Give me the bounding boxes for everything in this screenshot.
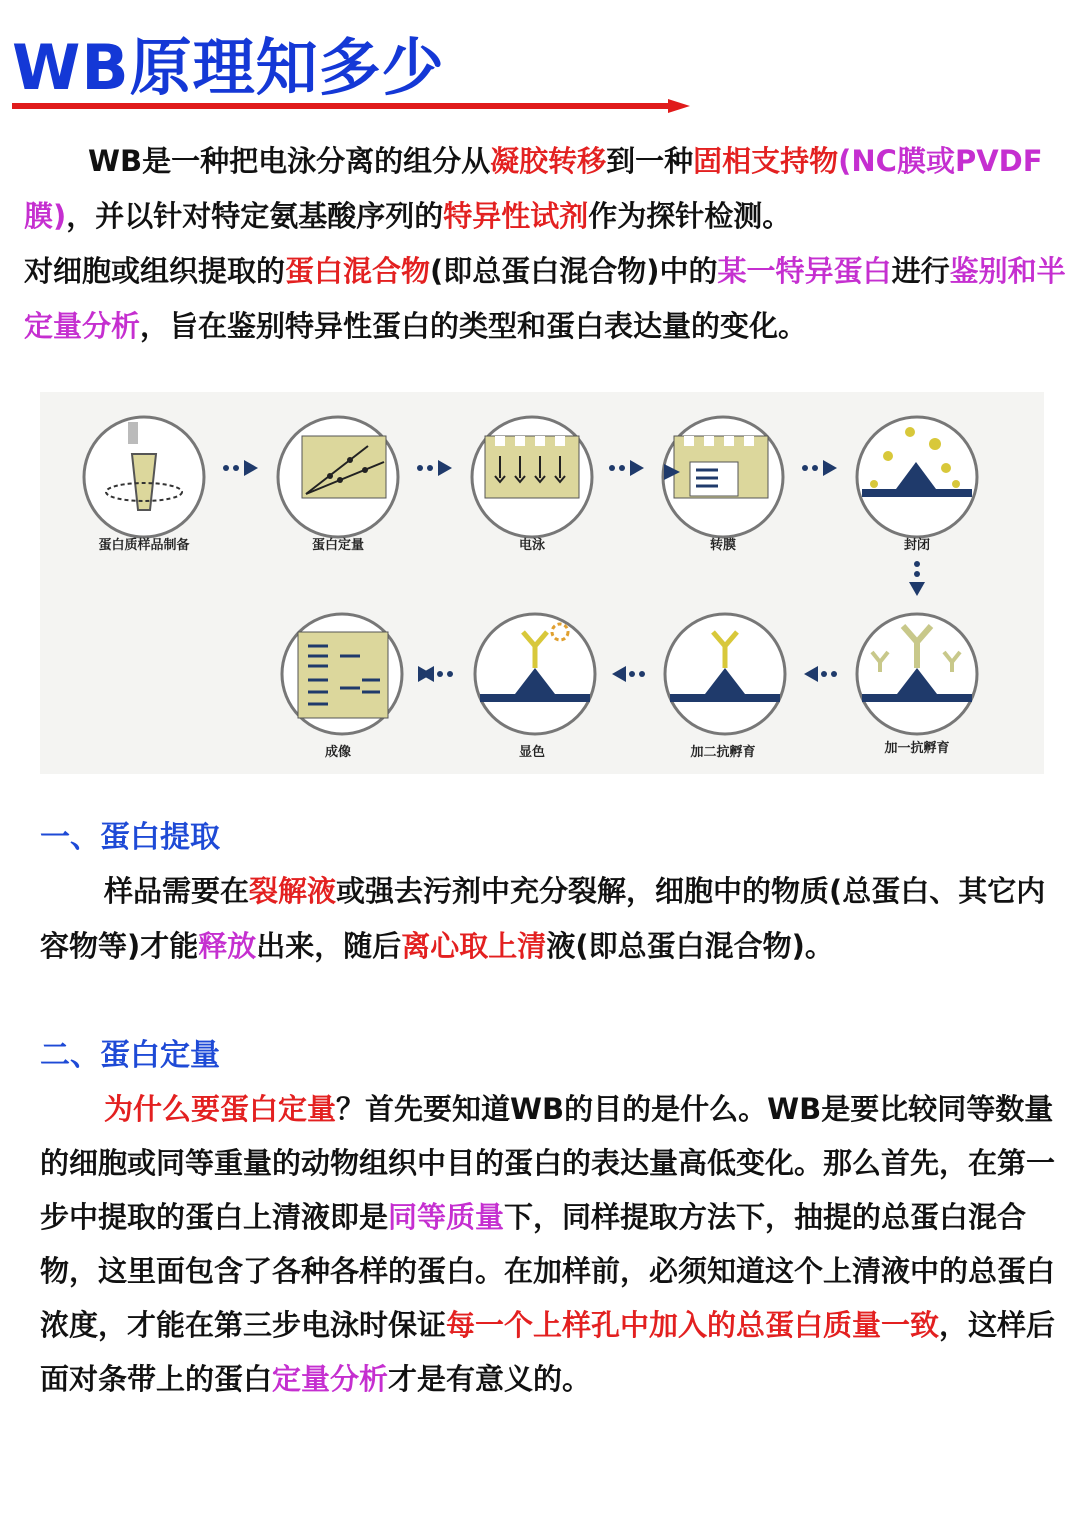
section2-text: 才是有意义的。 (388, 1362, 592, 1396)
highlight-specific-protein: 某一特异蛋白 (717, 254, 892, 288)
section2-paragraph (40, 1082, 1060, 1406)
highlight-protein-mixture: 蛋白混合物 (285, 254, 431, 288)
step-electrophoresis (472, 417, 592, 537)
highlight-why-quantify: 为什么要蛋白定量 (104, 1092, 337, 1126)
step-label-secondary-antibody: 加二抗孵育 (690, 745, 756, 760)
page-title: WB原理知多少 (12, 31, 445, 104)
highlight-release: 释放 (198, 929, 257, 963)
intro-text: 到一种 (606, 144, 694, 178)
highlight-lysis-buffer: 裂解液 (249, 874, 337, 908)
intro-text: ，旨在鉴别特异性蛋白的类型和蛋白表达量的变化。 (140, 309, 808, 343)
intro-paragraph (24, 134, 1064, 244)
step-transfer (663, 417, 783, 537)
highlight-centrifuge: 离心取上清 (401, 929, 547, 963)
step-label-blocking: 封闭 (903, 538, 931, 553)
highlight-analysis: 鉴别和半定量分析 (24, 254, 1066, 343)
section-heading-protein-extraction: 一、蛋白提取 (40, 820, 220, 855)
section1-text: 或强去污剂中充分裂解，细胞中的物质(总蛋白、其它内容物等)才能 (40, 874, 1046, 963)
workflow-diagram (40, 392, 1044, 774)
highlight-equal-mass: 同等质量 (388, 1200, 505, 1234)
highlight-membrane: (NC膜或PVDF膜) (24, 144, 1043, 233)
section1-text: 液(即总蛋白混合物)。 (546, 929, 834, 963)
section1-text: 样品需要在 (104, 874, 250, 908)
step-blocking (857, 417, 977, 537)
step-label-sample-prep: 蛋白质样品制备 (98, 538, 190, 553)
section1-text: 出来，随后 (256, 929, 402, 963)
intro-text: 对细胞或组织提取的 (24, 254, 286, 288)
intro-text: WB是一种把电泳分离的组分从 (88, 144, 491, 178)
highlight-gel-transfer: 凝胶转移 (490, 144, 607, 178)
step-label-transfer: 转膜 (709, 538, 737, 553)
step-label-primary-antibody: 加一抗孵育 (884, 741, 950, 756)
section1-paragraph (40, 864, 1060, 974)
step-label-imaging: 成像 (324, 745, 352, 760)
section-heading-protein-quantification: 二、蛋白定量 (40, 1038, 220, 1073)
step-sample-prep (84, 417, 204, 537)
highlight-solid-support: 固相支持物 (693, 144, 839, 178)
section2-text: 下，同样提取方法下，抽提的总蛋白混合物，这里面包含了各种各样的蛋白。在加样前，必须知道这个上清液中的总蛋白浓度，才能在第三步电泳时保证 (40, 1200, 1056, 1342)
section2-text: ，这样后面对条带上的蛋白 (40, 1308, 1056, 1396)
step-label-color-development: 显色 (518, 745, 546, 760)
intro-text: 作为探针检测。 (588, 199, 792, 233)
step-label-electrophoresis: 电泳 (518, 538, 546, 553)
highlight-quantitative-analysis: 定量分析 (272, 1362, 389, 1396)
step-color-development (475, 614, 595, 734)
intro-text: 进行 (891, 254, 950, 288)
step-label-quantification: 蛋白定量 (311, 538, 365, 553)
step-imaging (282, 614, 402, 734)
title-underline-arrow (0, 0, 700, 120)
step-primary-antibody (857, 614, 977, 734)
step-secondary-antibody (665, 614, 785, 734)
intro-text: ，并以针对特定氨基酸序列的 (66, 199, 444, 233)
step-quantification (278, 417, 398, 537)
wb-workflow-figure (40, 392, 1044, 774)
intro-text: (即总蛋白混合物)中的 (430, 254, 718, 288)
highlight-specific-reagent: 特异性试剂 (443, 199, 589, 233)
highlight-equal-loading: 每一个上样孔中加入的总蛋白质量一致 (446, 1308, 940, 1342)
section2-text: ？首先要知道WB的目的是什么。WB是要比较同等数量的细胞或同等重量的动物组织中目的蛋白的表达量高低变化。那么首先，在第一步中提取的蛋白上清液即是 (40, 1092, 1056, 1234)
intro-paragraph-2 (24, 244, 1074, 354)
